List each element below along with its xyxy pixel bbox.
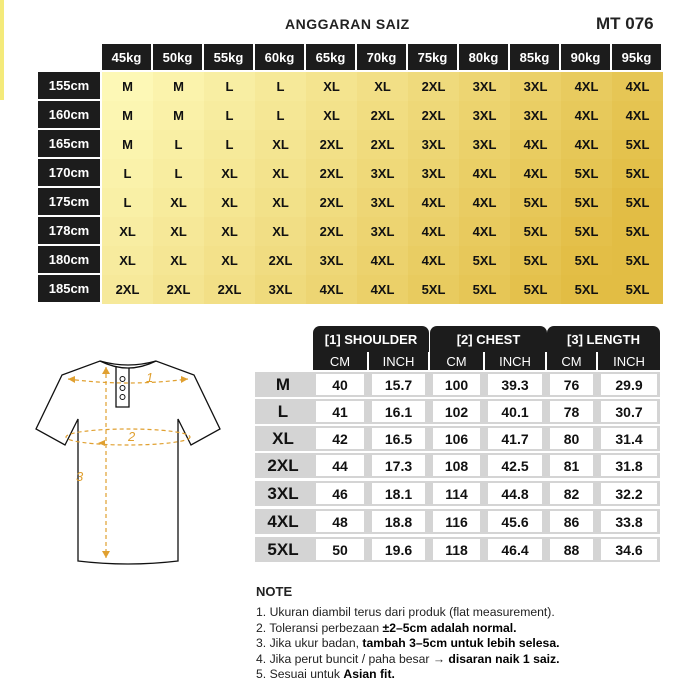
size-cell: 4XL [510,159,561,188]
weight-header: 45kg [102,44,151,70]
size-cell: 5XL [612,159,663,188]
note-number: 5. [256,667,270,682]
label-3: 3 [76,469,84,484]
size-cell: L [204,130,255,159]
size-label: M [255,372,311,397]
measure-value: 45.6 [488,511,542,532]
measure-value: 114 [433,483,480,504]
measure-value: 31.8 [601,455,657,476]
label-2: 2 [128,429,136,444]
note-text: Sesuai untuk [269,667,344,682]
size-cell: 3XL [306,246,357,275]
measure-value: 32.2 [601,483,657,504]
size-cell: 3XL [357,159,408,188]
note-emphasis: Asian fit. [343,667,395,682]
measure-value: 18.1 [372,483,425,504]
measure-value: 102 [433,401,480,422]
size-cell: 2XL [408,101,459,130]
corner-accent [0,0,4,100]
measure-value: 116 [433,511,480,532]
size-cell: M [102,101,153,130]
chart-title: ANGGARAN SAIZ [285,16,410,32]
measure-group-header: [2] CHEST [430,326,547,352]
measure-value: 41 [316,401,364,422]
shoulder-measure-line [68,379,188,383]
size-cell: 2XL [255,246,306,275]
measure-group-header: [3] LENGTH [547,326,660,352]
measure-value: 41.7 [488,428,542,449]
unit-header: INCH [598,352,660,370]
size-cell: XL [204,159,255,188]
size-cell: XL [255,217,306,246]
height-header: 178cm [38,217,100,244]
weight-header: 70kg [357,44,406,70]
note-text: Ukuran diambil terus dari produk (flat measurement). [269,605,555,619]
size-label: 5XL [255,537,311,562]
height-header: 180cm [38,246,100,273]
size-cell: 2XL [357,101,408,130]
note-item [256,605,560,621]
size-cell: 4XL [408,246,459,275]
measure-value: 46.4 [488,539,542,560]
weight-header: 90kg [561,44,610,70]
measure-value: 81 [550,455,593,476]
size-cell: L [255,72,306,101]
height-header: 185cm [38,275,100,302]
model-code: MT 076 [596,14,654,33]
note-item [256,652,560,668]
size-cell: XL [357,72,408,101]
height-header: 160cm [38,101,100,128]
size-cell: 3XL [510,72,561,101]
height-header: 155cm [38,72,100,99]
measure-value: 118 [433,539,480,560]
measure-value: 48 [316,511,364,532]
size-cell: 3XL [459,72,510,101]
note-text: Toleransi perbezaan [269,620,383,635]
measure-value: 106 [433,428,480,449]
size-cell: L [204,72,255,101]
button-icon [120,377,125,382]
note-text: Jika ukur badan, [269,636,363,651]
size-cell: 5XL [561,159,612,188]
size-cell: 5XL [612,130,663,159]
button-icon [120,386,125,391]
size-label: L [255,399,311,424]
measure-value: 30.7 [601,401,657,422]
size-cell: 3XL [459,130,510,159]
measure-value: 42.5 [488,455,542,476]
size-cell: 5XL [510,275,561,304]
size-cell: 2XL [306,159,357,188]
weight-header: 85kg [510,44,559,70]
size-cell: 4XL [612,72,663,101]
size-cell: XL [255,159,306,188]
size-cell: 4XL [612,101,663,130]
size-label: 3XL [255,481,311,506]
size-cell: 2XL [153,275,204,304]
size-cell: 4XL [561,72,612,101]
note-item [256,636,560,652]
size-cell: 5XL [561,246,612,275]
size-cell: L [153,130,204,159]
size-cell: L [255,101,306,130]
size-cell: XL [306,72,357,101]
size-cell: XL [255,130,306,159]
size-cell: M [102,72,153,101]
measure-value: 29.9 [601,374,657,395]
size-cell: XL [204,246,255,275]
size-cell: 5XL [459,246,510,275]
measure-value: 46 [316,483,364,504]
size-cell: 5XL [612,188,663,217]
size-cell: 3XL [459,101,510,130]
size-label: 4XL [255,509,311,534]
note-emphasis: ±2–5cm adalah normal. [382,620,517,635]
measure-value: 40.1 [488,401,542,422]
weight-header: 80kg [459,44,508,70]
size-cell: XL [102,217,153,246]
size-cell: XL [153,217,204,246]
size-cell: 5XL [510,246,561,275]
size-cell: 4XL [561,130,612,159]
size-cell: 2XL [408,72,459,101]
measure-value: 16.5 [372,428,425,449]
size-cell: 3XL [255,275,306,304]
note-number: 1. [256,605,270,619]
measure-value: 17.3 [372,455,425,476]
height-header: 165cm [38,130,100,157]
measure-value: 44 [316,455,364,476]
size-cell: 3XL [510,101,561,130]
measure-value: 108 [433,455,480,476]
size-cell: 4XL [408,188,459,217]
unit-header: CM [313,352,367,370]
size-cell: 4XL [459,217,510,246]
size-cell: 2XL [357,130,408,159]
measure-value: 33.8 [601,511,657,532]
weight-header: 60kg [255,44,304,70]
shirt-outline [36,361,220,564]
measure-value: 80 [550,428,593,449]
shirt-diagram [28,355,228,570]
note-list [256,605,560,683]
size-cell: 2XL [102,275,153,304]
size-cell: 5XL [561,275,612,304]
size-cell: 3XL [357,188,408,217]
height-header: 170cm [38,159,100,186]
note-item [256,667,560,683]
size-cell: L [102,188,153,217]
measure-value: 40 [316,374,364,395]
note-title: NOTE [256,584,293,599]
size-cell: 5XL [459,275,510,304]
size-cell: 3XL [408,159,459,188]
size-cell: M [153,101,204,130]
size-cell: 5XL [510,188,561,217]
size-cell: 4XL [459,188,510,217]
measure-value: 76 [550,374,593,395]
unit-header: CM [430,352,483,370]
label-1: 1 [146,370,154,385]
size-cell: 4XL [357,246,408,275]
note-number: 3. [256,636,270,651]
size-cell: M [153,72,204,101]
size-cell: 2XL [306,130,357,159]
size-cell: 5XL [561,188,612,217]
note-item [256,621,560,637]
size-cell: 3XL [357,217,408,246]
measure-value: 16.1 [372,401,425,422]
size-cell: 5XL [612,246,663,275]
size-cell: 2XL [204,275,255,304]
size-cell: 4XL [561,101,612,130]
size-cell: 5XL [561,217,612,246]
unit-header: CM [547,352,596,370]
size-cell: 5XL [612,275,663,304]
size-cell: XL [153,188,204,217]
unit-header: INCH [485,352,545,370]
size-cell: 4XL [408,217,459,246]
size-cell: 5XL [408,275,459,304]
measure-value: 78 [550,401,593,422]
size-label: XL [255,426,311,451]
note-emphasis: disaran naik 1 saiz. [448,651,560,666]
size-cell: 5XL [612,217,663,246]
size-cell: 4XL [459,159,510,188]
size-label: 2XL [255,453,311,478]
weight-header: 65kg [306,44,355,70]
unit-header: INCH [369,352,428,370]
weight-header: 55kg [204,44,253,70]
size-cell: L [204,101,255,130]
size-cell: 2XL [306,217,357,246]
note-number: 2. [256,620,270,635]
weight-header: 75kg [408,44,457,70]
size-cell: XL [255,188,306,217]
size-cell: XL [102,246,153,275]
measure-value: 39.3 [488,374,542,395]
note-emphasis: tambah 3–5cm untuk lebih selesa. [362,636,560,651]
measure-value: 88 [550,539,593,560]
size-cell: M [102,130,153,159]
size-cell: L [102,159,153,188]
size-cell: 4XL [510,130,561,159]
button-icon [120,395,125,400]
size-cell: 5XL [510,217,561,246]
size-cell: L [153,159,204,188]
size-cell: XL [306,101,357,130]
measure-value: 44.8 [488,483,542,504]
measure-value: 100 [433,374,480,395]
measure-group-header: [1] SHOULDER [313,326,429,352]
measure-value: 86 [550,511,593,532]
measure-value: 82 [550,483,593,504]
measure-value: 34.6 [601,539,657,560]
measure-value: 18.8 [372,511,425,532]
measure-value: 42 [316,428,364,449]
note-text: Jika perut buncit / paha besar → [269,651,449,666]
size-cell: XL [204,188,255,217]
size-cell: XL [204,217,255,246]
measure-value: 15.7 [372,374,425,395]
size-cell: 4XL [306,275,357,304]
weight-header: 95kg [612,44,661,70]
measure-value: 19.6 [372,539,425,560]
size-cell: XL [153,246,204,275]
measure-value: 50 [316,539,364,560]
height-header: 175cm [38,188,100,215]
weight-header: 50kg [153,44,202,70]
size-cell: 4XL [357,275,408,304]
size-cell: 2XL [306,188,357,217]
measure-value: 31.4 [601,428,657,449]
size-cell: 3XL [408,130,459,159]
note-number: 4. [256,651,270,666]
